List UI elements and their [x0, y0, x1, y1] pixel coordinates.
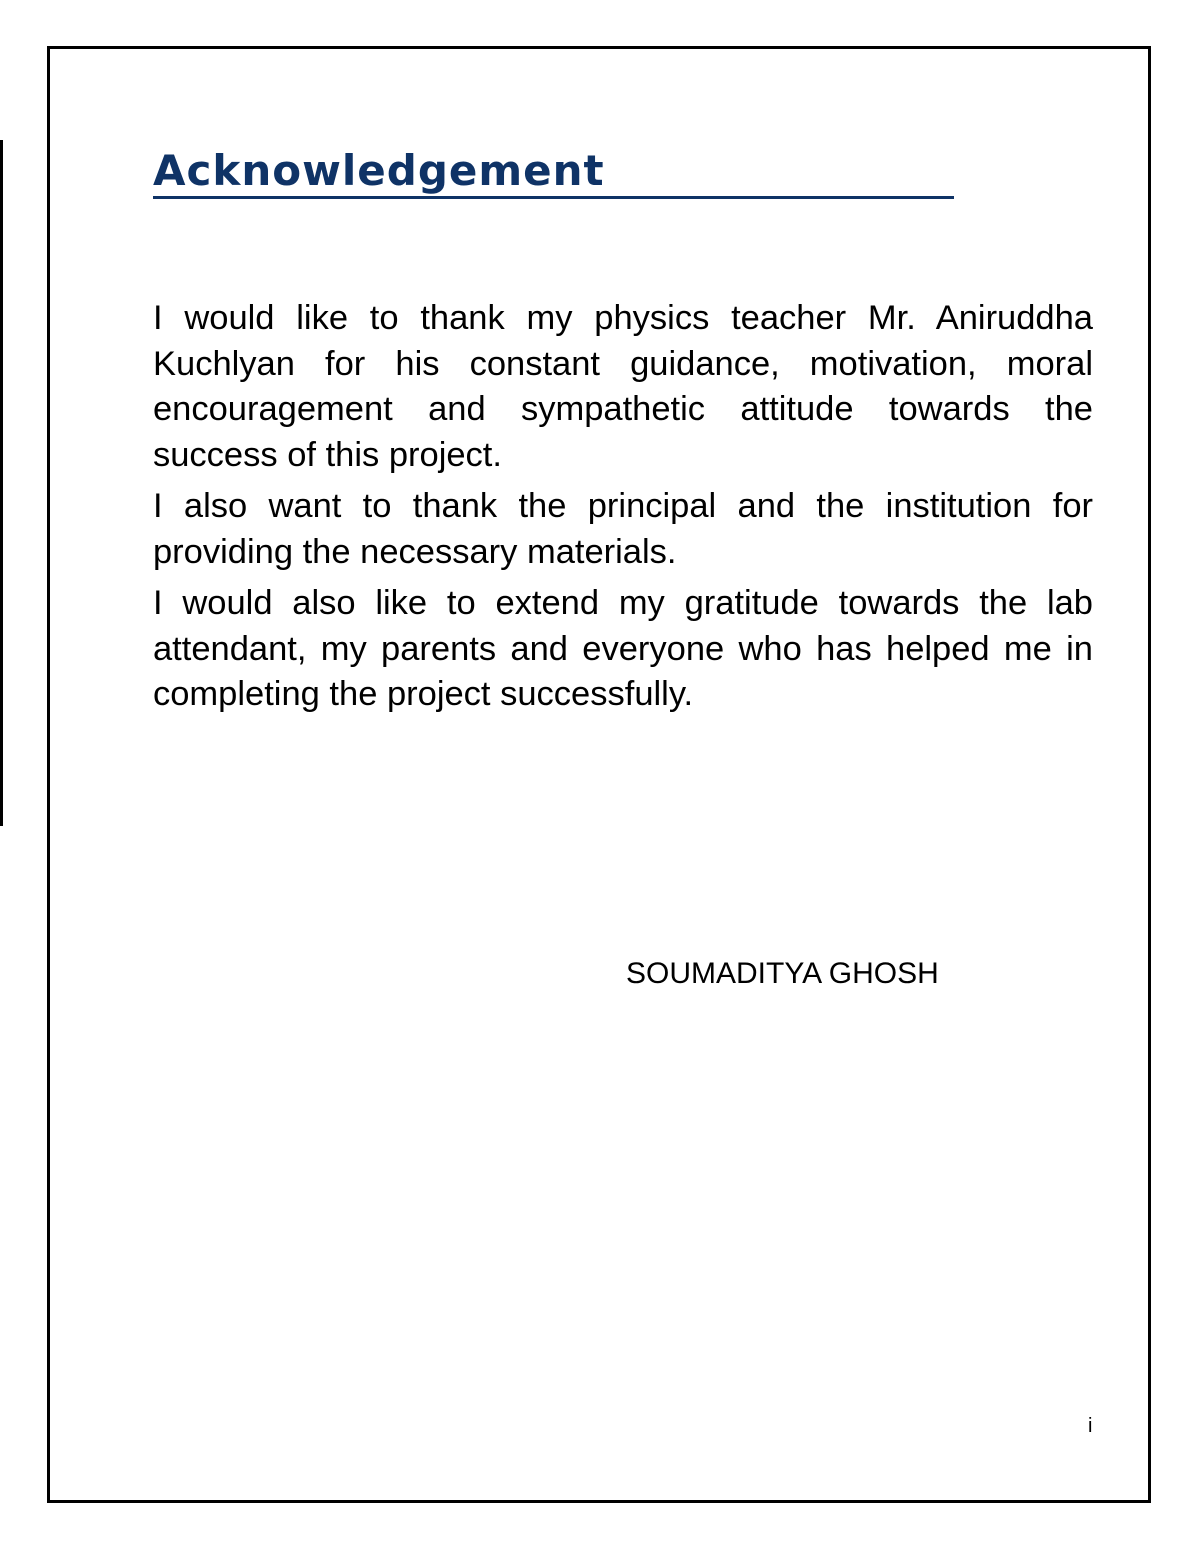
paragraph-thanks-principal: I also want to thank the principal and the institution for providing the necessary materials. — [153, 487, 1093, 571]
paragraph-thanks-others: I would also like to extend my gratitude towards the lab attendant, my parents and everyone who has helped me in completing the project successfully. — [153, 584, 1093, 713]
signature-name: SOUMADITYA GHOSH — [626, 957, 939, 990]
acknowledgement-body — [153, 296, 1113, 724]
page-number: i — [1088, 1415, 1093, 1437]
paragraph-thanks-teacher: I would like to thank my physics teacher Mr. Aniruddha Kuchlyan for his constant guidance, motivation, moral encouragement and sympathetic attitude towards the success of this project. — [153, 299, 1113, 474]
page-title: Acknowledgement — [153, 146, 954, 199]
page-border — [47, 46, 1151, 1503]
left-margin-rule — [0, 140, 3, 826]
